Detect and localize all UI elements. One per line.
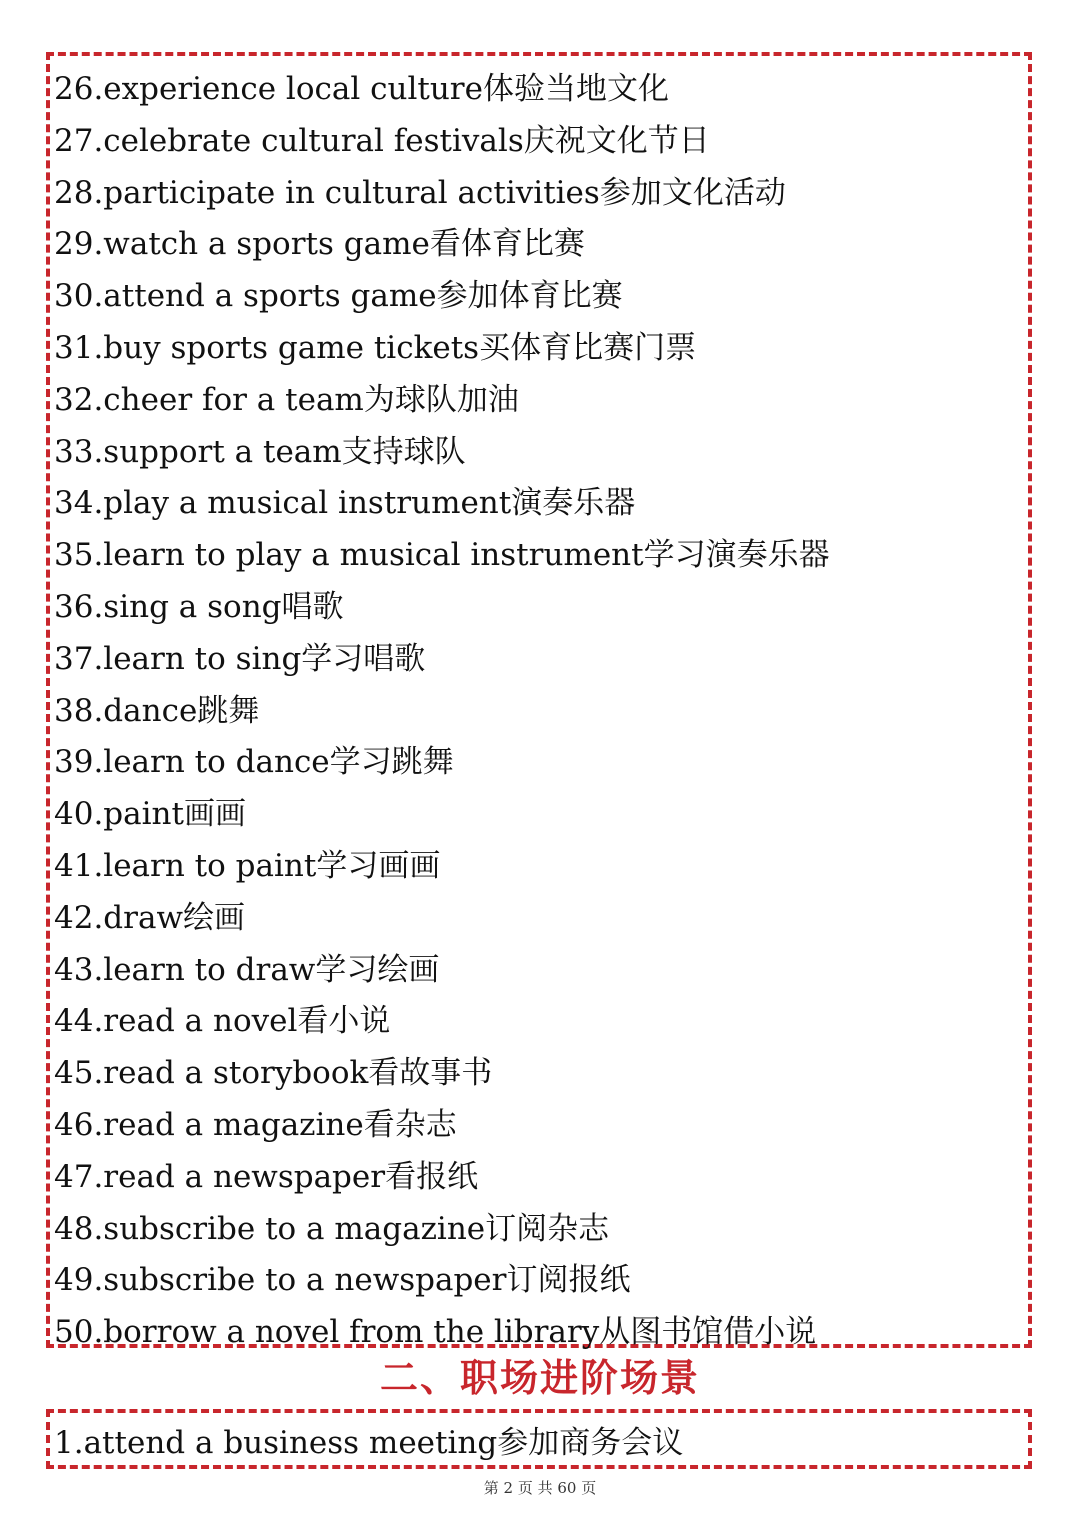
section-heading: 二、职场进阶场景 [379, 1356, 700, 1400]
phrase-list-second [54, 1417, 683, 1469]
phrase-item: 39.learn to dance学习跳舞 [54, 744, 454, 781]
phrase-box-second [46, 1409, 1032, 1469]
phrase-item: 43.learn to draw学习绘画 [54, 951, 440, 988]
phrase-item: 27.celebrate cultural festivals庆祝文化节日 [54, 122, 710, 159]
phrase-list-main [54, 64, 830, 1359]
phrase-item: 28.participate in cultural activities参加文化活动 [54, 174, 786, 211]
phrase-item: 47.read a newspaper看报纸 [54, 1158, 479, 1195]
phrase-item: 29.watch a sports game看体育比赛 [54, 226, 585, 263]
phrase-item: 26.experience local culture体验当地文化 [54, 71, 669, 107]
phrase-item: 41.learn to paint学习画画 [54, 847, 441, 884]
phrase-item: 48.subscribe to a magazine订阅杂志 [54, 1210, 610, 1247]
phrase-item: 45.read a storybook看故事书 [54, 1055, 493, 1092]
phrase-item: 46.read a magazine看杂志 [54, 1106, 457, 1143]
phrase-item: 44.read a novel看小说 [54, 1003, 391, 1040]
page-number-footer: 第 2 页 共 60 页 [483, 1479, 597, 1497]
phrase-item: 38.dance跳舞 [54, 692, 260, 729]
phrase-item: 42.draw绘画 [54, 899, 245, 936]
phrase-item: 35.learn to play a musical instrument学习演奏乐器 [54, 537, 830, 574]
phrase-item: 40.paint画画 [54, 796, 246, 833]
phrase-item: 1.attend a business meeting参加商务会议 [54, 1425, 684, 1461]
phrase-item: 34.play a musical instrument演奏乐器 [54, 485, 636, 522]
phrase-item: 33.support a team支持球队 [54, 433, 466, 470]
phrase-item: 37.learn to sing学习唱歌 [54, 640, 426, 677]
phrase-item: 49.subscribe to a newspaper订阅报纸 [54, 1262, 631, 1299]
phrase-item: 31.buy sports game tickets买体育比赛门票 [54, 329, 697, 366]
phrase-item: 36.sing a song唱歌 [54, 588, 344, 625]
phrase-item: 32.cheer for a team为球队加油 [54, 381, 519, 418]
phrase-item: 50.borrow a novel from the library从图书馆借小说 [54, 1314, 817, 1351]
phrase-box-main [46, 52, 1032, 1351]
phrase-item: 30.attend a sports game参加体育比赛 [54, 278, 623, 315]
